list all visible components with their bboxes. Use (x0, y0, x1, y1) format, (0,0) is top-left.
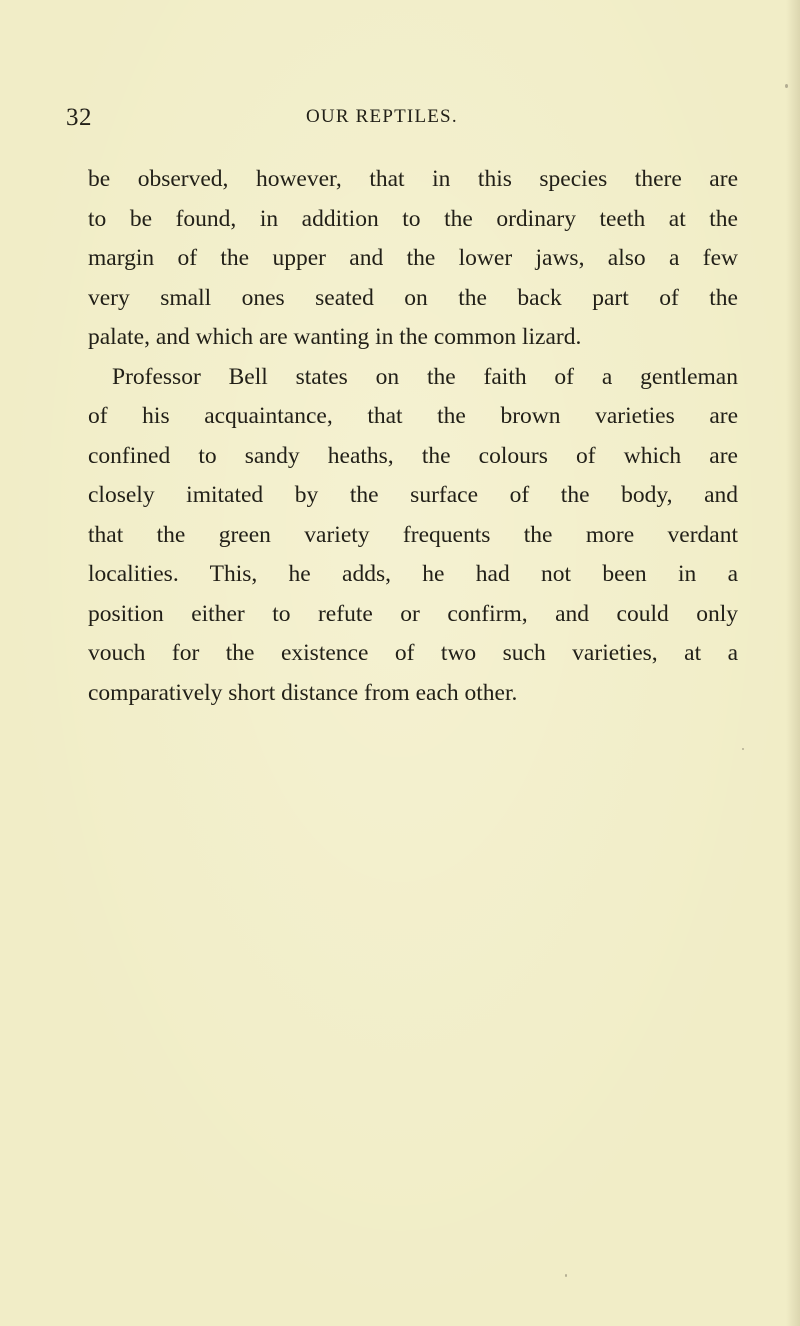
text-line: palate, and which are wanting in the common lizard. (88, 324, 582, 350)
text-line: be observed, however, that in this species there are (88, 166, 738, 192)
text-line: position either to refute or confirm, and could only (88, 600, 738, 627)
text-line: confined to sandy heaths, the colours of which are (88, 442, 738, 469)
text-line: very small ones seated on the back part of the (88, 284, 738, 311)
text-line: vouch for the existence of two such varieties, at a (88, 640, 738, 666)
paper-speck (785, 84, 788, 88)
text-line: Professor Bell states on the faith of a gentleman (112, 363, 738, 390)
page-edge-shadow (786, 0, 800, 1326)
text-line: closely imitated by the surface of the body, and (88, 482, 738, 508)
text-line: localities. This, he adds, he had not been in a (88, 561, 738, 587)
text-line: margin of the upper and the lower jaws, also a few (88, 245, 738, 271)
text-line: to be found, in addition to the ordinary teeth at the (88, 205, 738, 232)
running-head (66, 104, 506, 134)
running-title: OUR REPTILES. (306, 106, 458, 127)
text-line: comparatively short distance from each other. (88, 679, 518, 706)
text-line: that the green variety frequents the more verdant (88, 521, 738, 548)
text-line: of his acquaintance, that the brown varieties are (88, 403, 738, 429)
body-text (88, 160, 738, 713)
page-number: 32 (66, 104, 92, 131)
paper-speck (742, 748, 744, 750)
paper-speck (565, 1274, 567, 1277)
